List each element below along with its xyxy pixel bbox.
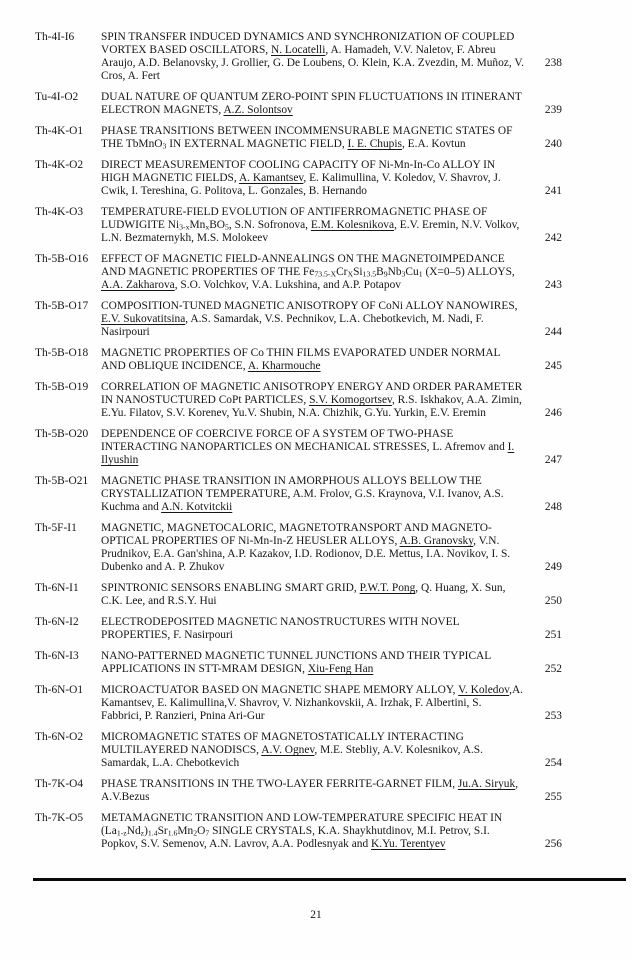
session-code: Th-5B-O16 <box>35 253 89 265</box>
toc-entry <box>35 125 562 151</box>
entry-page-number: 244 <box>544 326 562 338</box>
toc-entry <box>35 522 562 574</box>
entry-title-authors: PHASE TRANSITIONS BETWEEN INCOMMENSURABLE MAGNETIC STATES OF THE TbMnO$_3$ IN EXTERNAL MAGNETIC FIELD, I. E. Chupis, E.A. Kovtun <box>101 125 513 151</box>
entry-title-authors: METAMAGNETIC TRANSITION AND LOW-TEMPERATURE SPECIFIC HEAT IN $(La_{1-z}Nd_z)_{1.4}Sr_{1.6}Mn_2O_7$ SINGLE CRYSTALS, K.A. Shaykhutdinov, M.I. Petrov, S.I. Popkov, S.V. Semenov, A.N. Lavrov, A.A. Podlesnyak and K.Yu. Terentyev <box>101 812 503 850</box>
toc-entry <box>35 91 562 117</box>
footer-rule <box>33 878 626 881</box>
toc-entry <box>35 31 562 83</box>
entry-title-authors: SPIN TRANSFER INDUCED DYNAMICS AND SYNCHRONIZATION OF COUPLED VORTEX BASED OSCILLATORS, N. Locatelli, A. Hamadeh, V.V. Naletov, F. Abreu Araujo, A.D. Belanovsky, J. Grollier, G. De Loubens, O. Klein, K.A. Zvezdin, M. Muñoz, V. Cros, A. Fert <box>101 31 524 82</box>
session-code: Th-4K-O3 <box>35 206 84 218</box>
toc-entry <box>35 206 562 245</box>
entry-title-authors: MAGNETIC PROPERTIES OF Co THIN FILMS EVAPORATED UNDER NORMAL AND OBLIQUE INCIDENCE, A. Kharmouche <box>101 347 501 372</box>
entry-title-authors: PHASE TRANSITIONS IN THE TWO-LAYER FERRITE-GARNET FILM, Ju.A. Siryuk, A.V.Bezus <box>101 778 519 803</box>
page-footer <box>0 909 632 921</box>
entry-page-number: 248 <box>544 501 562 513</box>
entry-page-number: 241 <box>544 185 562 197</box>
session-code: Th-5F-I1 <box>35 522 77 534</box>
entry-page-number: 256 <box>544 838 562 850</box>
entry-page-number: 254 <box>544 757 562 769</box>
entry-title-authors: ELECTRODEPOSITED MAGNETIC NANOSTRUCTURES WITH NOVEL PROPERTIES, F. Nasirpouri <box>101 616 460 641</box>
toc-entry <box>35 778 562 804</box>
session-code: Th-5B-O20 <box>35 428 89 440</box>
toc-entry <box>35 300 562 339</box>
entry-page-number: 249 <box>544 561 562 573</box>
session-code: Th-6N-O2 <box>35 731 84 743</box>
session-code: Th-6N-I3 <box>35 650 79 662</box>
entry-title-authors: TEMPERATURE-FIELD EVOLUTION OF ANTIFERROMAGNETIC PHASE OF LUDWIGITE $Ni_{3-x}Mn_xBO_5$, S.N. Sofronova, E.M. Kolesnikova, E.V. Eremin, N.V. Volkov, L.N. Bezmaternykh, M.S. Molokeev <box>101 206 520 244</box>
entry-page-number: 245 <box>544 360 562 372</box>
toc-entry <box>35 812 562 851</box>
entry-title-authors: DEPENDENCE OF COERCIVE FORCE OF A SYSTEM OF TWO-PHASE INTERACTING NANOPARTICLES ON MECHANICAL STRESSES, L. Afremov and I. Ilyushin <box>101 428 515 466</box>
entry-page-number: 252 <box>544 663 562 675</box>
toc-entry <box>35 616 562 642</box>
entry-page-number: 238 <box>544 57 562 69</box>
session-code: Th-5B-O21 <box>35 475 89 487</box>
page-number: 21 <box>310 909 322 921</box>
entry-title-authors: EFFECT OF MAGNETIC FIELD-ANNEALINGS ON THE MAGNETOIMPEDANCE AND MAGNETIC PROPERTIES OF THE $Fe_{73.5-X}Cr_XSi_{13.5}B_9Nb_3Cu_1$ (X=0–5) ALLOYS, A.A. Zakharova, S.O. Volchkov, V.A. Lukshina, and A.P. Potapov <box>101 253 515 291</box>
entry-page-number: 246 <box>544 407 562 419</box>
toc-entry <box>35 381 562 420</box>
entry-page-number: 239 <box>544 104 562 116</box>
entry-title-authors: MAGNETIC PHASE TRANSITION IN AMORPHOUS ALLOYS BELLOW THE CRYSTALLIZATION TEMPERATURE, A.M. Frolov, G.S. Kraynova, V.I. Ivanov, A.S. Kuchma and A.N. Kotvitckii <box>101 475 504 513</box>
entry-title-authors: DUAL NATURE OF QUANTUM ZERO-POINT SPIN FLUCTUATIONS IN ITINERANT ELECTRON MAGNETS, A.Z. Solontsov <box>101 91 522 116</box>
toc-entry <box>35 428 562 467</box>
toc-entry <box>35 159 562 198</box>
session-code: Th-4K-O1 <box>35 125 84 137</box>
session-code: Th-5B-O18 <box>35 347 89 359</box>
toc-entry <box>35 684 562 723</box>
entry-page-number: 247 <box>544 454 562 466</box>
toc-entry <box>35 347 562 373</box>
entry-title-authors: MAGNETIC, MAGNETOCALORIC, MAGNETOTRANSPORT AND MAGNETO-OPTICAL PROPERTIES OF Ni-Mn-In-Z HEUSLER ALLOYS, A.B. Granovsky, V.N. Prudnikov, E.A. Gan'shina, A.P. Kazakov, I.D. Rodionov, D.E. Mettus, I.A. Novikov, I. S. Dubenko and A. P. Zhukov <box>101 522 511 573</box>
session-code: Tu-4I-O2 <box>35 91 79 103</box>
session-code: Th-7K-O4 <box>35 778 84 790</box>
toc-entry <box>35 582 562 608</box>
entry-page-number: 240 <box>544 138 562 150</box>
session-code: Th-6N-I1 <box>35 582 79 594</box>
entry-title-authors: MICROACTUATOR BASED ON MAGNETIC SHAPE MEMORY ALLOY, V. Koledov,A. Kamantsev, E. Kalimullina,V. Shavrov, V. Nizhankovskii, A. Irzhak, F. Albertini, S. Fabbrici, P. Ranzieri, Pnina Ari-Gur <box>101 684 524 722</box>
session-code: Th-7K-O5 <box>35 812 84 824</box>
toc-list <box>35 31 562 851</box>
entry-title-authors: MICROMAGNETIC STATES OF MAGNETOSTATICALLY INTERACTING MULTILAYERED NANODISCS, A.V. Ognev, M.E. Stebliy, A.V. Kolesnikov, A.S. Samardak, L.A. Chebotkevich <box>101 731 483 769</box>
session-code: Th-6N-I2 <box>35 616 79 628</box>
entry-page-number: 250 <box>544 595 562 607</box>
toc-entry <box>35 650 562 676</box>
session-code: Th-6N-O1 <box>35 684 84 696</box>
toc-entry <box>35 253 562 292</box>
entry-title-authors: SPINTRONIC SENSORS ENABLING SMART GRID, P.W.T. Pong, Q. Huang, X. Sun, C.K. Lee, and R.S.Y. Hui <box>101 582 506 607</box>
entry-page-number: 242 <box>544 232 562 244</box>
toc-entry <box>35 731 562 770</box>
entry-page-number: 255 <box>544 791 562 803</box>
session-code: Th-4K-O2 <box>35 159 84 171</box>
session-code: Th-5B-O17 <box>35 300 89 312</box>
entry-page-number: 253 <box>544 710 562 722</box>
session-code: Th-4I-I6 <box>35 31 75 43</box>
entry-title-authors: DIRECT MEASUREMENTOF COOLING CAPACITY OF Ni-Mn-In-Co ALLOY IN HIGH MAGNETIC FIELDS, A. Kamantsev, E. Kalimullina, V. Koledov, V. Shavrov, J. Cwik, I. Tereshina, G. Politova, L. Gonzales, B. Hernando <box>101 159 501 197</box>
entry-title-authors: NANO-PATTERNED MAGNETIC TUNNEL JUNCTIONS AND THEIR TYPICAL APPLICATIONS IN STT-MRAM DESIGN, Xiu-Feng Han <box>101 650 491 675</box>
entry-title-authors: CORRELATION OF MAGNETIC ANISOTROPY ENERGY AND ORDER PARAMETER IN NANOSTUCTURED CoPt PARTICLES, S.V. Komogortsev, R.S. Iskhakov, A.A. Zimin, E.Yu. Filatov, S.V. Korenev, Yu.V. Shubin, N.A. Chizhik, G.Yu. Yurkin, E.V. Eremin <box>101 381 523 419</box>
entry-page-number: 251 <box>544 629 562 641</box>
toc-entry <box>35 475 562 514</box>
entry-title-authors: COMPOSITION-TUNED MAGNETIC ANISOTROPY OF CoNi ALLOY NANOWIRES, E.V. Sukovatitsina, A.S. Samardak, V.S. Pechnikov, L.A. Chebotkevich, M. Nadi, F. Nasirpouri <box>101 300 518 338</box>
entry-page-number: 243 <box>544 279 562 291</box>
session-code: Th-5B-O19 <box>35 381 89 393</box>
